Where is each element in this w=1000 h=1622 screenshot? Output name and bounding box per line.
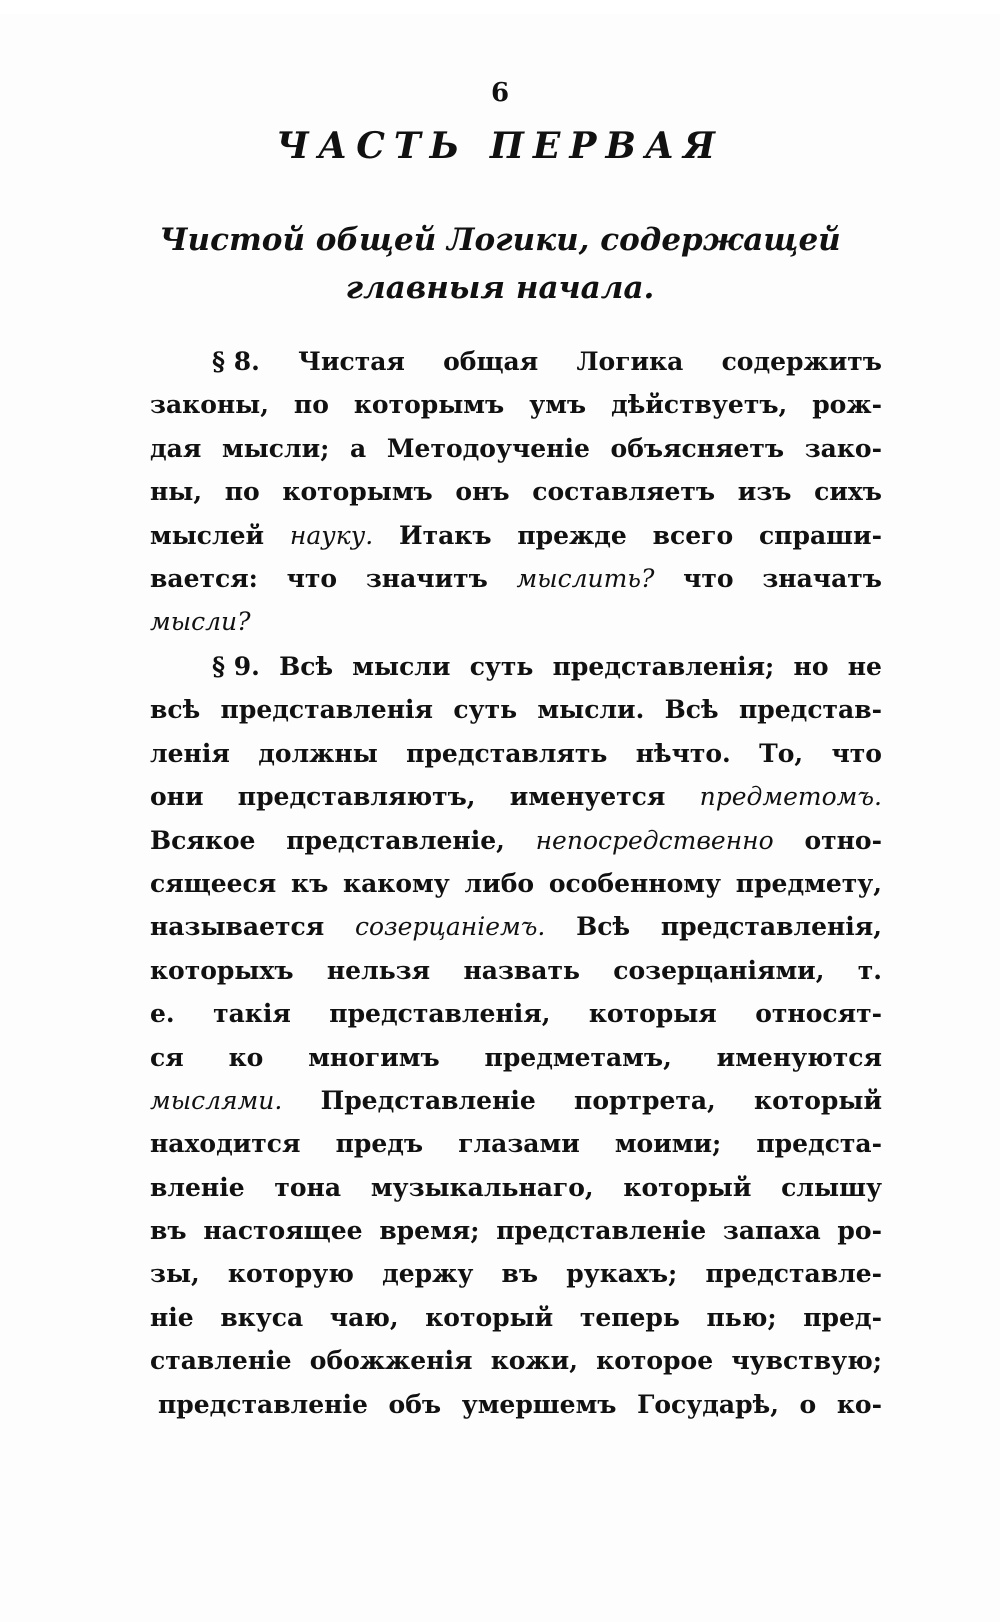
word: въ (501, 1259, 539, 1289)
word: представляютъ, (237, 782, 476, 812)
word: Всякое (150, 825, 256, 855)
word: пью; (706, 1302, 777, 1332)
word: ко- (836, 1389, 882, 1419)
text-line (150, 1252, 882, 1295)
italic-word: созерцаніемъ. (354, 912, 546, 942)
word: что (683, 563, 734, 593)
word: представленіе (496, 1216, 707, 1246)
word: вленіе (150, 1172, 245, 1202)
word: Методоученіе (386, 433, 590, 463)
word: е. (150, 999, 175, 1029)
word: вкуса (220, 1302, 304, 1332)
word: тона (274, 1172, 342, 1202)
word: они (150, 782, 204, 812)
paragraph-9 (150, 645, 882, 1426)
word: дѣйствуетъ, (611, 390, 788, 420)
text-line (150, 557, 882, 600)
word: по (224, 477, 260, 507)
text-line (150, 1122, 882, 1165)
word: нельзя (326, 955, 431, 985)
word: представленія; (552, 652, 775, 681)
text-line (150, 470, 882, 513)
word: созерцаніями, (613, 955, 825, 985)
word: что (286, 563, 338, 593)
word: всего (652, 520, 734, 550)
word: музыкальнаго, (370, 1172, 594, 1202)
word: который (623, 1172, 752, 1202)
word: именуется (509, 782, 666, 812)
word: кожи, (490, 1346, 578, 1376)
text-line (150, 1339, 882, 1382)
paragraph-8 (150, 340, 882, 644)
text-line (150, 645, 882, 688)
scan-edge (0, 0, 1000, 14)
word: составляетъ (532, 477, 716, 507)
word: ставленіе (150, 1346, 292, 1376)
word: предъ (335, 1129, 424, 1159)
text-line (150, 862, 882, 905)
word: Представленіе (320, 1085, 536, 1115)
word: какому (343, 868, 450, 898)
word: ленія (150, 738, 230, 768)
text-line (150, 819, 882, 862)
word: которое (596, 1346, 714, 1376)
word: многимъ (308, 1042, 440, 1072)
italic-word: предметомъ. (699, 782, 882, 812)
word: предста- (756, 1129, 882, 1159)
word: зако- (804, 433, 882, 463)
word: т. (857, 955, 882, 985)
word: рож- (812, 390, 882, 420)
text-line (150, 1209, 882, 1252)
word: чувствую; (731, 1346, 882, 1376)
word: которую (227, 1259, 354, 1289)
word: представленія, (660, 912, 882, 942)
word: либо (464, 868, 535, 898)
italic-word: мыслить? (516, 563, 655, 593)
word: назвать (463, 955, 580, 985)
word: къ (291, 868, 329, 898)
word: который (425, 1302, 554, 1332)
word: ся (150, 1042, 184, 1072)
word: время; (379, 1216, 480, 1246)
word: глазами (458, 1129, 580, 1159)
word: пред- (803, 1302, 882, 1332)
word: общая (443, 347, 539, 376)
word: портрета, (574, 1085, 716, 1115)
word: представленія, (329, 999, 551, 1029)
text-line (150, 992, 882, 1035)
word: настоящее (203, 1216, 363, 1246)
word: мысли; (221, 433, 330, 463)
word: представленіе (158, 1389, 368, 1419)
word: значатъ (762, 563, 882, 593)
word: нѣчто. (635, 738, 731, 768)
word: обожженія (309, 1346, 473, 1376)
page-number: 6 (490, 78, 510, 108)
word: моими; (614, 1129, 722, 1159)
word: представ- (738, 695, 882, 725)
word: представленія (220, 695, 433, 725)
word: Всѣ (664, 695, 719, 725)
word: называется (150, 912, 325, 942)
word: мысли. (537, 695, 645, 725)
text-line (150, 688, 882, 731)
subtitle-line-1: Чистой общей Логики, содержащей (159, 222, 841, 258)
word: ко (228, 1042, 264, 1072)
word: относят- (755, 999, 882, 1029)
word: что (831, 738, 882, 768)
word: содержитъ (721, 347, 882, 376)
word: онъ (455, 477, 510, 507)
text-line (150, 1383, 882, 1426)
word: § 8. (212, 347, 260, 376)
text-line (150, 1166, 882, 1209)
word: дая (150, 433, 202, 463)
word: предмету, (735, 868, 882, 898)
word: запаха (722, 1216, 821, 1246)
word: мыслей (150, 520, 265, 550)
text-line (150, 949, 882, 992)
word: значитъ (365, 563, 488, 593)
word: объясняетъ (610, 433, 785, 463)
text-line (150, 905, 882, 948)
word: особенному (548, 868, 721, 898)
word: сящееся (150, 868, 277, 898)
word: ніе (150, 1302, 194, 1332)
text-line (150, 514, 882, 557)
word: умершемъ (461, 1389, 617, 1419)
text-line (150, 1296, 882, 1339)
word: а (350, 433, 367, 463)
word: изъ (737, 477, 792, 507)
word: которымъ (353, 390, 505, 420)
italic-word: непосредственно (535, 825, 774, 855)
text-line (150, 775, 882, 818)
word: Итакъ (398, 520, 492, 550)
italic-word: науку. (289, 520, 374, 550)
text-line (150, 732, 882, 775)
word: представлять (406, 738, 608, 768)
text-line (150, 1036, 882, 1079)
word: слышу (781, 1172, 882, 1202)
word: но (793, 652, 829, 681)
word: чаю, (329, 1302, 399, 1332)
word: представле- (705, 1259, 882, 1289)
word: зы, (150, 1259, 200, 1289)
word: всѣ (150, 695, 201, 725)
word: Всѣ (576, 912, 631, 942)
word: держу (382, 1259, 474, 1289)
word: о (799, 1389, 817, 1419)
word: сихъ (814, 477, 882, 507)
word: Государѣ, (637, 1389, 779, 1419)
word: вается: (150, 563, 258, 593)
word: объ (388, 1389, 442, 1419)
word: которыя (588, 999, 717, 1029)
word: которыхъ (150, 955, 294, 985)
text-line (150, 1079, 882, 1122)
word: § 9. (212, 652, 260, 681)
text-line (150, 340, 882, 383)
word: мысли (352, 652, 451, 681)
word: по (293, 390, 329, 420)
word: который (754, 1085, 882, 1115)
word: Логика (576, 347, 684, 376)
word: суть (453, 695, 518, 725)
part-title: ЧАСТЬ ПЕРВАЯ (276, 125, 724, 167)
word: представленіе, (286, 825, 505, 855)
word: То, (759, 738, 804, 768)
word: законы, (150, 390, 269, 420)
word: суть (469, 652, 534, 681)
italic-word: мысли? (150, 607, 251, 637)
text-line (150, 427, 882, 470)
italic-word: мыслями. (150, 1085, 283, 1115)
word: прежде (517, 520, 627, 550)
text-line (150, 600, 882, 643)
word: не (847, 652, 882, 681)
word: предметамъ, (484, 1042, 672, 1072)
word: которымъ (282, 477, 433, 507)
word: отно- (804, 825, 882, 855)
word: Чистая (298, 347, 405, 376)
word: теперь (579, 1302, 680, 1332)
word: въ (150, 1216, 187, 1246)
word: ро- (837, 1216, 882, 1246)
text-line (150, 383, 882, 426)
word: умъ (529, 390, 587, 420)
word: такія (213, 999, 291, 1029)
word: ны, (150, 477, 203, 507)
word: рукахъ; (566, 1259, 678, 1289)
subtitle-line-2: главныя начала. (345, 270, 655, 306)
word: находится (150, 1129, 301, 1159)
word: Всѣ (279, 652, 334, 681)
word: именуются (716, 1042, 882, 1072)
word: спраши- (758, 520, 882, 550)
word: должны (258, 738, 378, 768)
